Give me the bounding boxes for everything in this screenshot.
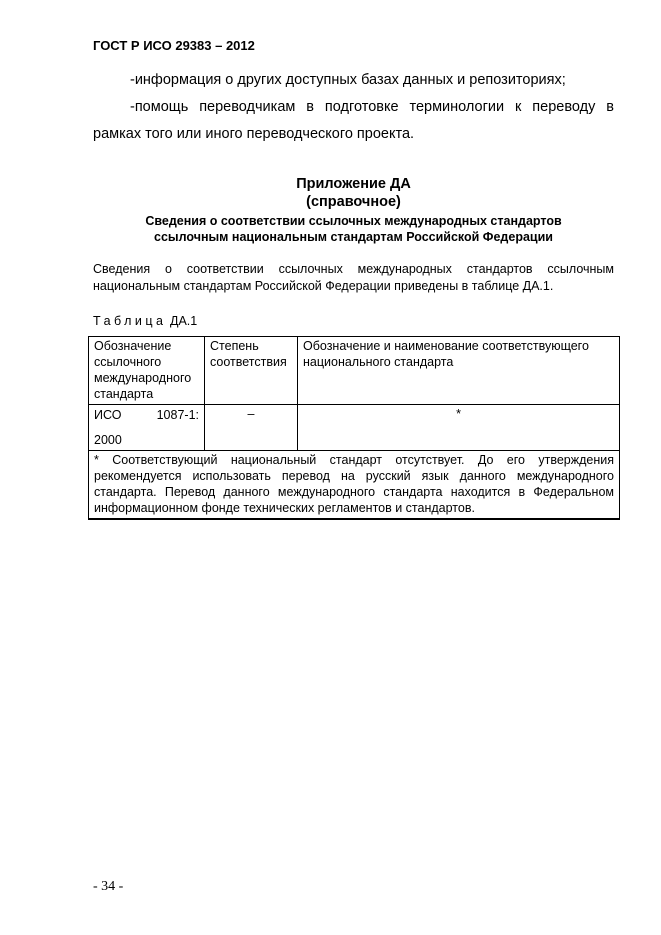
appendix-title: Приложение ДА [296, 176, 411, 192]
table-footnote: * Соответствующий национальный стандарт отсутствует. До его утверждения рекомендуется использовать перевод на русский язык данного международного стандарта. Перевод данного международного стандарта находится в Федеральном информационном фонде технических регламентов и стандартов. [89, 451, 620, 520]
cell-standard-year: 2000 [94, 433, 122, 447]
bullet-translator-help: -помощь переводчикам в подготовке терминологии к переводу в рамках того или иного переводческого проекта. [93, 99, 614, 142]
cell-standard-prefix: ИСО [94, 408, 122, 422]
page-number: - 34 - [93, 879, 124, 894]
table-caption-number: ДА.1 [170, 314, 198, 328]
cell-national-standard: * [298, 405, 620, 451]
appendix-heading-line1: Сведения о соответствии ссылочных международных стандартов [145, 214, 562, 228]
header-degree: Степень соответствия [205, 337, 298, 405]
cell-degree: – [205, 405, 298, 451]
reference-table [88, 336, 620, 520]
table-footnote-row [89, 451, 620, 520]
appendix-heading-line2: ссылочным национальным стандартам Российской Федерации [154, 230, 553, 244]
header-national-standard: Обозначение и наименование соответствующего национального стандарта [298, 337, 620, 405]
cell-international-standard [89, 405, 205, 451]
document-code: ГОСТ Р ИСО 29383 – 2012 [93, 38, 255, 53]
appendix-subtitle: (справочное) [306, 194, 401, 210]
bullet-other-databases: -информация о других доступных базах данных и репозиториях; [130, 72, 566, 88]
appendix-intro: Сведения о соответствии ссылочных международных стандартов ссылочным национальным стандартам Российской Федерации приведены в таблице ДА.1. [93, 262, 614, 293]
table-caption [93, 314, 197, 328]
table-caption-word: Таблица [93, 314, 167, 328]
table-header-row [89, 337, 620, 405]
cell-standard-number: 1087-1: [156, 408, 199, 422]
table-row [89, 405, 620, 451]
header-international-standard: Обозначение ссылочного международного стандарта [89, 337, 205, 405]
appendix-heading [93, 213, 614, 245]
